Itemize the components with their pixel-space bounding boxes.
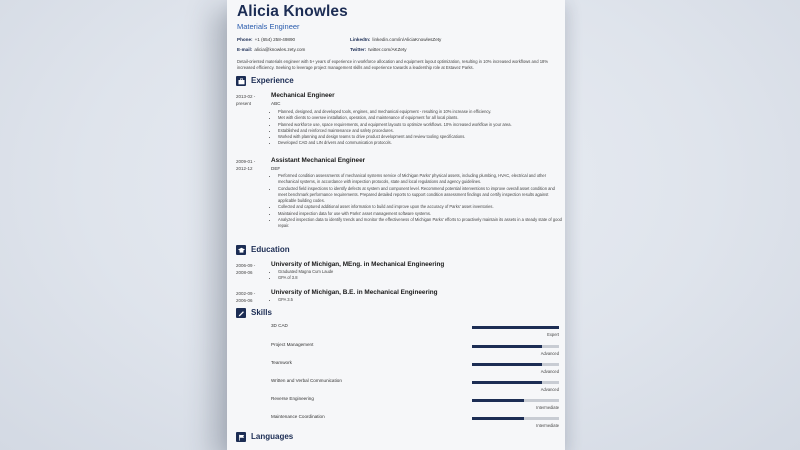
- candidate-name: Alicia Knowles: [237, 3, 348, 20]
- phone-label: Phone:: [237, 37, 253, 42]
- education-1-bullets: [271, 269, 564, 282]
- list-item: • Graduated Magna Cum Laude: [278, 269, 564, 275]
- education-1-title: University of Michigan, MEng. in Mechanical Engineering: [271, 261, 445, 268]
- skill-level-label: Expert: [547, 332, 559, 337]
- email-value: alicia@knowles.zety.com: [254, 47, 306, 52]
- experience-1-title: Mechanical Engineer: [271, 92, 335, 99]
- education-2-title: University of Michigan, B.E. in Mechanical Engineering: [271, 289, 438, 296]
- summary-text: Detail-oriented materials engineer with 5+ years of experience in workforce allocation and equipment layout optimization, resulting in 10% increased workflows and 18% increased efficiency. Seeking to leverage project management skills and experience towards a leadership role at Estavez Parks.: [237, 59, 549, 71]
- contact-linkedin: [350, 37, 441, 42]
- skill-level-bar: [472, 363, 559, 366]
- twitter-label: Twitter:: [350, 47, 367, 52]
- list-item: • Analyzed inspection data to identify trends and monitor the effectiveness of Michigan Parks' efforts to proactively maintain its assets in a steady state of good repair.: [278, 217, 564, 230]
- list-item: • Performed condition assessments of mechanical systems service of Michigan Parks' physical assets, including plumbing, HVAC, electrical and other mechanical systems, in accordance with inspection protocols, state and local regulations and agency guidelines.: [278, 173, 564, 186]
- experience-1-date-start: 2013-02 -: [236, 94, 256, 99]
- education-1-date-end: 2008-06: [236, 270, 253, 275]
- list-item: • Established and reinforced maintenance and safety procedures.: [278, 128, 564, 134]
- resume-page: [227, 0, 565, 450]
- skill-level-fill: [472, 363, 542, 366]
- section-title-skills: Skills: [251, 308, 272, 317]
- experience-1-date-end: present: [236, 101, 252, 106]
- experience-1-dates: [236, 93, 255, 107]
- skill-level-bar: [472, 399, 559, 402]
- flag-icon: [236, 432, 246, 442]
- experience-2-company: DEF: [271, 166, 281, 171]
- briefcase-icon: [236, 76, 246, 86]
- pencil-icon: [236, 308, 246, 318]
- contact-twitter: [350, 47, 407, 52]
- email-label: E-mail:: [237, 47, 253, 52]
- education-2-date-end: 2006-06: [236, 298, 253, 303]
- graduation-cap-icon: [236, 245, 246, 255]
- education-1-dates: [236, 262, 255, 276]
- skill-level-label: Intermediate: [536, 423, 559, 428]
- skill-level-fill: [472, 345, 542, 348]
- list-item: • Worked with planning and design teams to drive product development and review tooling specifications.: [278, 134, 564, 140]
- skill-level-bar: [472, 326, 559, 329]
- candidate-title: Materials Engineer: [237, 22, 300, 31]
- experience-2-date-start: 2009-01 -: [236, 159, 256, 164]
- experience-2-dates: [236, 158, 255, 172]
- skill-name: Project Management: [271, 342, 314, 347]
- skill-name: Teamwork: [271, 360, 292, 365]
- contact-email: [237, 47, 305, 52]
- skill-level-bar: [472, 381, 559, 384]
- skill-level-label: Advanced: [540, 351, 559, 356]
- list-item: • Planned, designed, and developed tools, engines, and mechanical equipment - resulting in 10% increase in efficiency.: [278, 109, 564, 115]
- skill-name: Reverse Engineering: [271, 396, 314, 401]
- list-item: • GPA of 3.8: [278, 275, 564, 281]
- skill-level-label: Intermediate: [536, 405, 559, 410]
- education-2-date-start: 2002-09 -: [236, 291, 256, 296]
- twitter-value: twitter.com/AKZety: [368, 47, 407, 52]
- skill-level-fill: [472, 326, 559, 329]
- skill-level-bar: [472, 345, 559, 348]
- linkedin-value: linkedin.com/in/AliciaKnowlesZety: [372, 37, 442, 42]
- list-item: • Met with clients to oversee installation, operation, and maintenance of equipment for all local plants.: [278, 115, 564, 121]
- skill-level-fill: [472, 417, 524, 420]
- experience-1-bullets: [271, 109, 564, 147]
- list-item: • Conducted field inspections to identify defects at system and component level. Recommend potential interventions to improve overall asset condition and meet benchmark performance requirements. Prepared detailed reports to support condition assessment findings and certify inspection results against applicable building codes.: [278, 186, 564, 205]
- experience-2-bullets: [271, 173, 564, 230]
- education-1-date-start: 2006-09 -: [236, 263, 256, 268]
- section-title-languages: Languages: [251, 432, 294, 441]
- list-item: • Planned workforce use, space requirements, and equipment layouts to optimize workflows. 10% increased workflow in your area.: [278, 122, 564, 128]
- phone-value: +1 (654) 258-49890: [254, 37, 296, 42]
- experience-2-date-end: 2012-12: [236, 166, 253, 171]
- section-title-education: Education: [251, 245, 290, 254]
- list-item: • Collected and captured additional asset information to build and improve upon the accuracy of Parks' asset inventories.: [278, 204, 564, 210]
- experience-2-title: Assistant Mechanical Engineer: [271, 157, 366, 164]
- linkedin-label: LinkedIn:: [350, 37, 371, 42]
- skill-level-label: Advanced: [540, 369, 559, 374]
- list-item: • Maintained inspection data for use with Parks' asset management software systems.: [278, 211, 564, 217]
- list-item: • GPA 3.5: [278, 297, 564, 303]
- section-title-experience: Experience: [251, 76, 294, 85]
- skill-level-fill: [472, 399, 524, 402]
- education-2-dates: [236, 290, 255, 304]
- skill-name: Maintenance Coordination: [271, 414, 325, 419]
- skill-level-bar: [472, 417, 559, 420]
- skill-name: 3D CAD: [271, 323, 288, 328]
- contact-phone: [237, 37, 295, 42]
- skill-level-label: Advanced: [540, 387, 559, 392]
- skill-level-fill: [472, 381, 542, 384]
- list-item: • Developed CAD and LIN drivers and communication protocols.: [278, 140, 564, 146]
- experience-1-company: ABC: [271, 101, 281, 106]
- skill-name: Written and Verbal Communication: [271, 378, 342, 383]
- education-2-bullets: [271, 297, 564, 303]
